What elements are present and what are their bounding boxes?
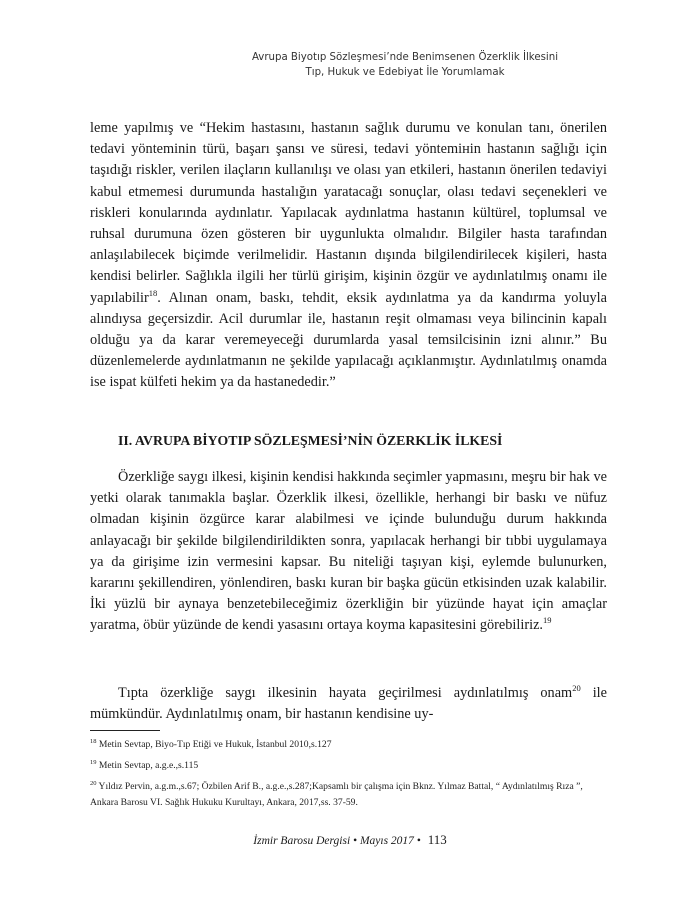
- paragraph-1-text-b: . Alınan onam, baskı, tehdit, eksik aydınlatma ya da kandırma yoluyla alındıysa geçersizdir. Acil durumlar ile, hastanın reşit olmaması veya bilincinin kapalı olduğu ya da karar veremeyeceği durumlarda yasal temsilcisinin izni alınır.” Bu düzenlemelerde aydınlatmanın ne şekilde yapılacağı açıklanmıştır. Aydınlatılmış onamda ise ispat külfeti hekim ya da hastanededir.”: [90, 289, 607, 391]
- paragraph-3-text-a: Tıpta özerkliğe saygı ilkesinin hayata geçirilmesi aydınlatılmış onam: [118, 685, 573, 701]
- section-heading: II. AVRUPA BİYOTIP SÖZLEŞMESİ’NİN ÖZERKLİK İLKESİ: [118, 433, 503, 448]
- paragraph-2-text: Özerkliğe saygı ilkesi, kişinin kendisi hakkında seçimler yapmasını, meşru bir hak ve yetki olarak tanımakla başlar. Özerklik ilkesi, özellikle, herhangi bir baskı ve nüfuz olmadan kişinin özgürce karar alabilmesi ve içinde bulunduğu durum hakkında anlayacağı bir şekilde bilgilendirildikten sonra, yapılacak herhangi bir tıbbi uygulamaya ya da girişime izin vermesini kapsar. Bu niteliği taşıyan kişi, eylemde bulunurken, kararını şekillendiren, yönlendiren, baskı kuran bir başka gücün etkisinden uzak kalabilir. İki yüzlü bir aynaya benzetebileceğimiz özerkliğin bir yüzünde hayat için amaçlar yaratma, öbür yüzünde de kendi yasasını ortaya koyma kapasitesini görebiliriz.: [90, 469, 607, 634]
- footnote-19: [90, 758, 607, 774]
- paragraph-2: [90, 467, 607, 637]
- paragraph-1: [90, 118, 607, 394]
- footnote-number: 19: [90, 758, 97, 766]
- footnote-text: Yıldız Pervin, a.g.m.,s.67; Özbilen Arif B., a.g.e.,s.287;Kapsamlı bir çalışma için Bknz. Yılmaz Battal, “ Aydınlatılmış Rıza ”, Ankara Barosu VI. Sağlık Hukuku Kurultayı, Ankara, 2017,ss. 37-59.: [90, 781, 583, 808]
- footnote-18: [90, 737, 607, 753]
- footnote-number: 18: [90, 737, 97, 745]
- page-footer: [0, 832, 700, 848]
- footnote-text: Metin Sevtap, Biyo-Tıp Etiği ve Hukuk, İstanbul 2010,s.127: [96, 739, 332, 750]
- footnote-ref-20[interactable]: 20: [572, 683, 581, 694]
- footnote-ref-19[interactable]: 19: [543, 615, 552, 626]
- footnote-20: [90, 779, 607, 811]
- paragraph-1-text-a: leme yapılmış ve “Hekim hastasını, hastanın sağlık durumu ve konulan tanı, önerilen tedavi yönteminin türü, başarı şansı ve süresi, tedavi yöntemінin hastanın sağlığı için taşıdığı riskler, verilen ilaçların kullanılışı ve olası yan etkileri, hastanın önerilen tedaviyi kabul etmemesi durumunda hastalığın yaratacağı sonuçlar, olası tedavi seçenekleri ve riskleri konularında aydınlatır. Yapılacak aydınlatma hastanın kültürel, toplumsal ve ruhsal durumuna özen gösteren bir uygunlukta olmalıdır. Bilgiler hasta tarafından anlaşılabilecek biçimde verilmelidir. Hastanın dışında bilgilendirilecek kişileri, hasta kendisi belirler. Sağlıkla ilgili her türlü girişim, kişinin özgür ve aydınlatılmış onamı ile yapılabilir: [90, 120, 607, 306]
- footnote-number: 20: [90, 779, 97, 787]
- running-header: [0, 50, 700, 80]
- footnote-text: Metin Sevtap, a.g.e.,s.115: [96, 760, 199, 771]
- paragraph-3: [90, 683, 607, 725]
- journal-name: İzmir Barosu Dergisi • Mayıs 2017 •: [253, 835, 421, 847]
- paragraph-3-text-b: ile mümkündür. Aydınlatılmış onam, bir hastanın kendisine uy-: [90, 685, 607, 723]
- footnote-divider: [90, 730, 160, 731]
- footnote-ref-18[interactable]: 18: [148, 287, 158, 298]
- page-number: 113: [427, 832, 447, 847]
- footnotes: [90, 737, 607, 816]
- header-line-2: Tıp, Hukuk ve Edebiyat İle Yorumlamak: [305, 67, 505, 78]
- header-line-1: Avrupa Biyotıp Sözleşmesi’nde Benimsenen Özerklik İlkesini: [251, 52, 559, 63]
